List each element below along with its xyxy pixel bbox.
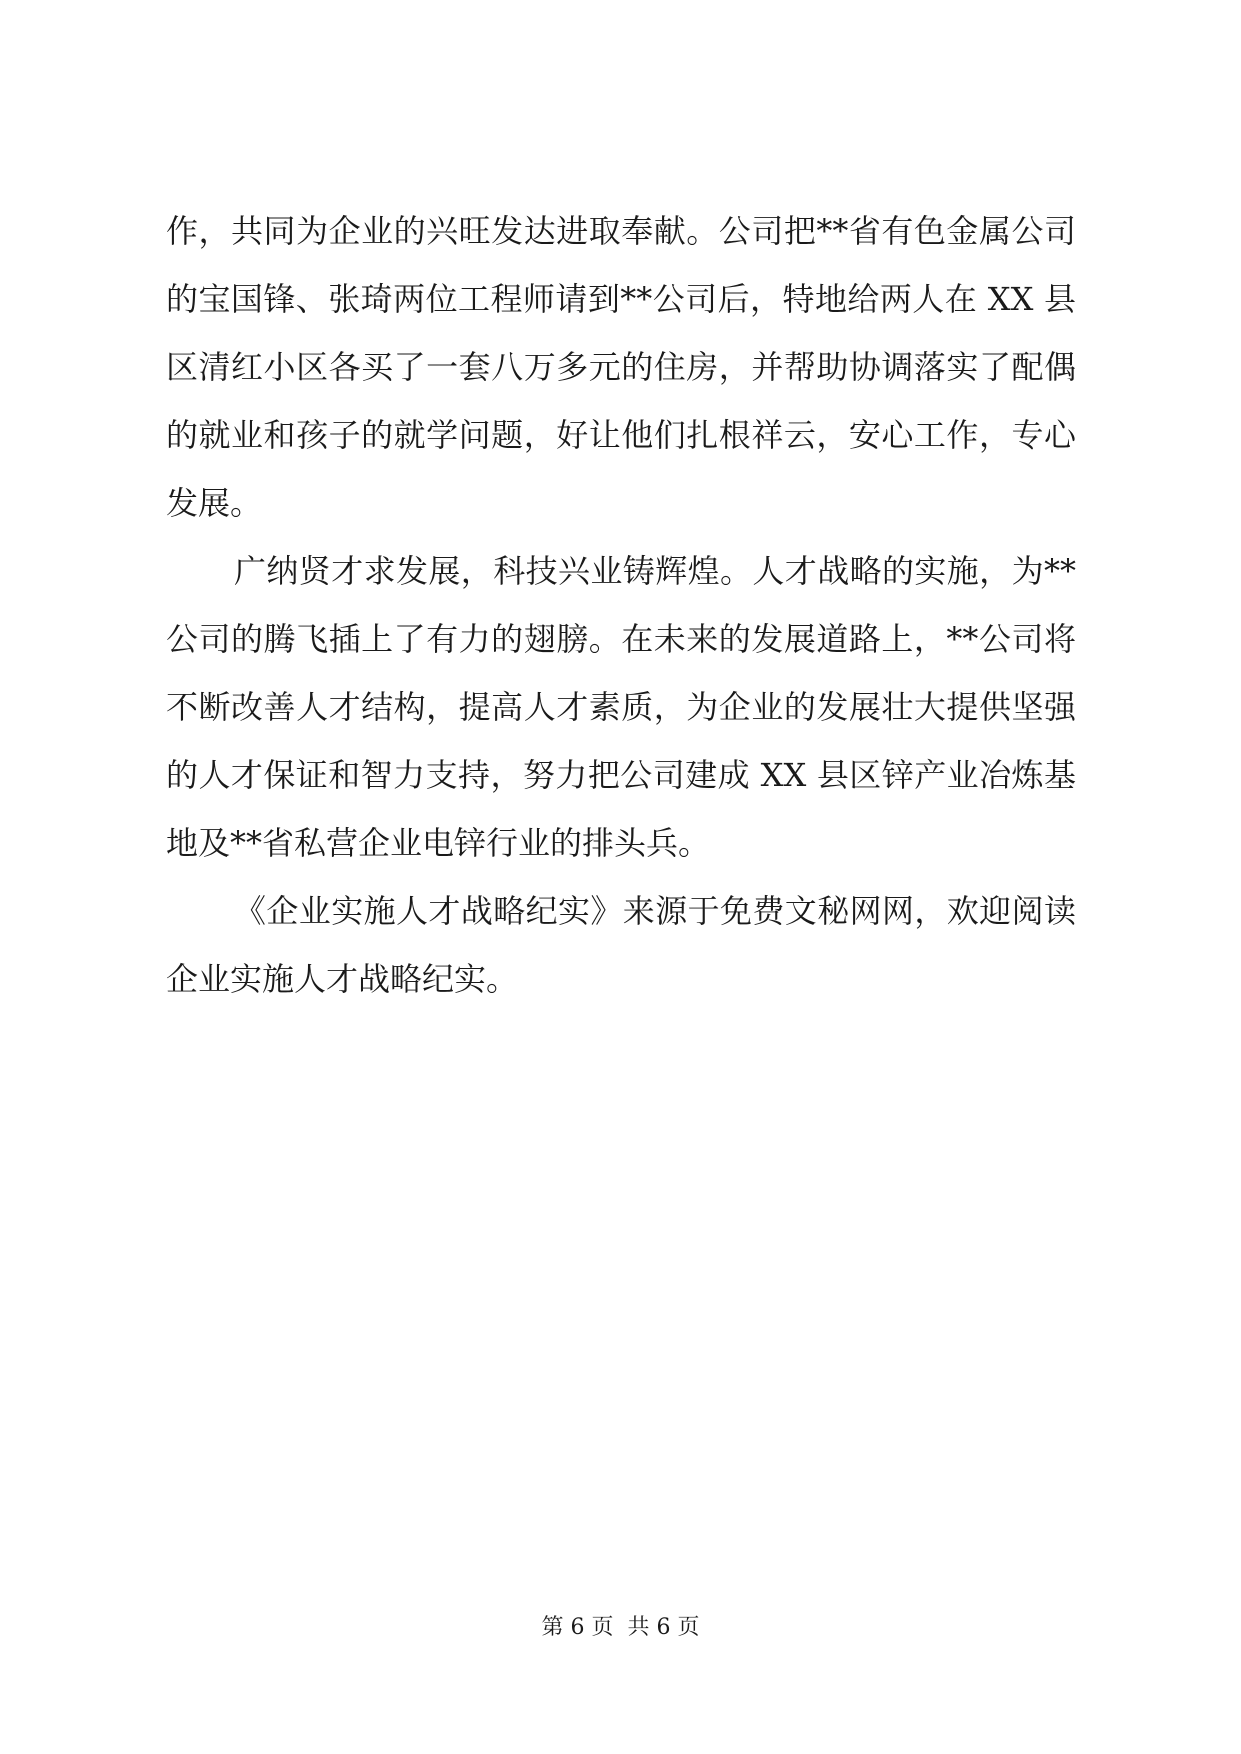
paragraph-2: [166, 537, 1076, 877]
page-number: 第 6 页 共 6 页: [541, 1615, 700, 1640]
text-line: 的宝国锋、张琦两位工程师请到**公司后，特地给两人在 XX 县: [166, 280, 1076, 318]
paragraph-1: [166, 197, 1076, 537]
text-line: 发展。: [166, 484, 263, 522]
text-line: 企业实施人才战略纪实。: [166, 960, 519, 998]
text-line: 公司的腾飞插上了有力的翅膀。在未来的发展道路上，**公司将: [166, 620, 1076, 658]
text-line: 的就业和孩子的就学问题，好让他们扎根祥云，安心工作，专心: [166, 416, 1076, 454]
document-body: [166, 197, 1076, 1013]
text-line: 区清红小区各买了一套八万多元的住房，并帮助协调落实了配偶: [166, 348, 1076, 386]
text-line: 《企业实施人才战略纪实》来源于免费文秘网网，欢迎阅读: [234, 892, 1076, 930]
text-line: 不断改善人才结构，提高人才素质，为企业的发展壮大提供坚强: [166, 688, 1076, 726]
text-line: 的人才保证和智力支持，努力把公司建成 XX 县区锌产业冶炼基: [166, 756, 1076, 794]
paragraph-3: [166, 877, 1076, 1013]
text-line: 地及**省私营企业电锌行业的排头兵。: [166, 824, 711, 862]
text-line: 作，共同为企业的兴旺发达进取奉献。公司把**省有色金属公司: [166, 212, 1076, 250]
page-footer: [0, 1613, 1241, 1643]
text-line: 广纳贤才求发展，科技兴业铸辉煌。人才战略的实施，为**: [234, 552, 1076, 590]
